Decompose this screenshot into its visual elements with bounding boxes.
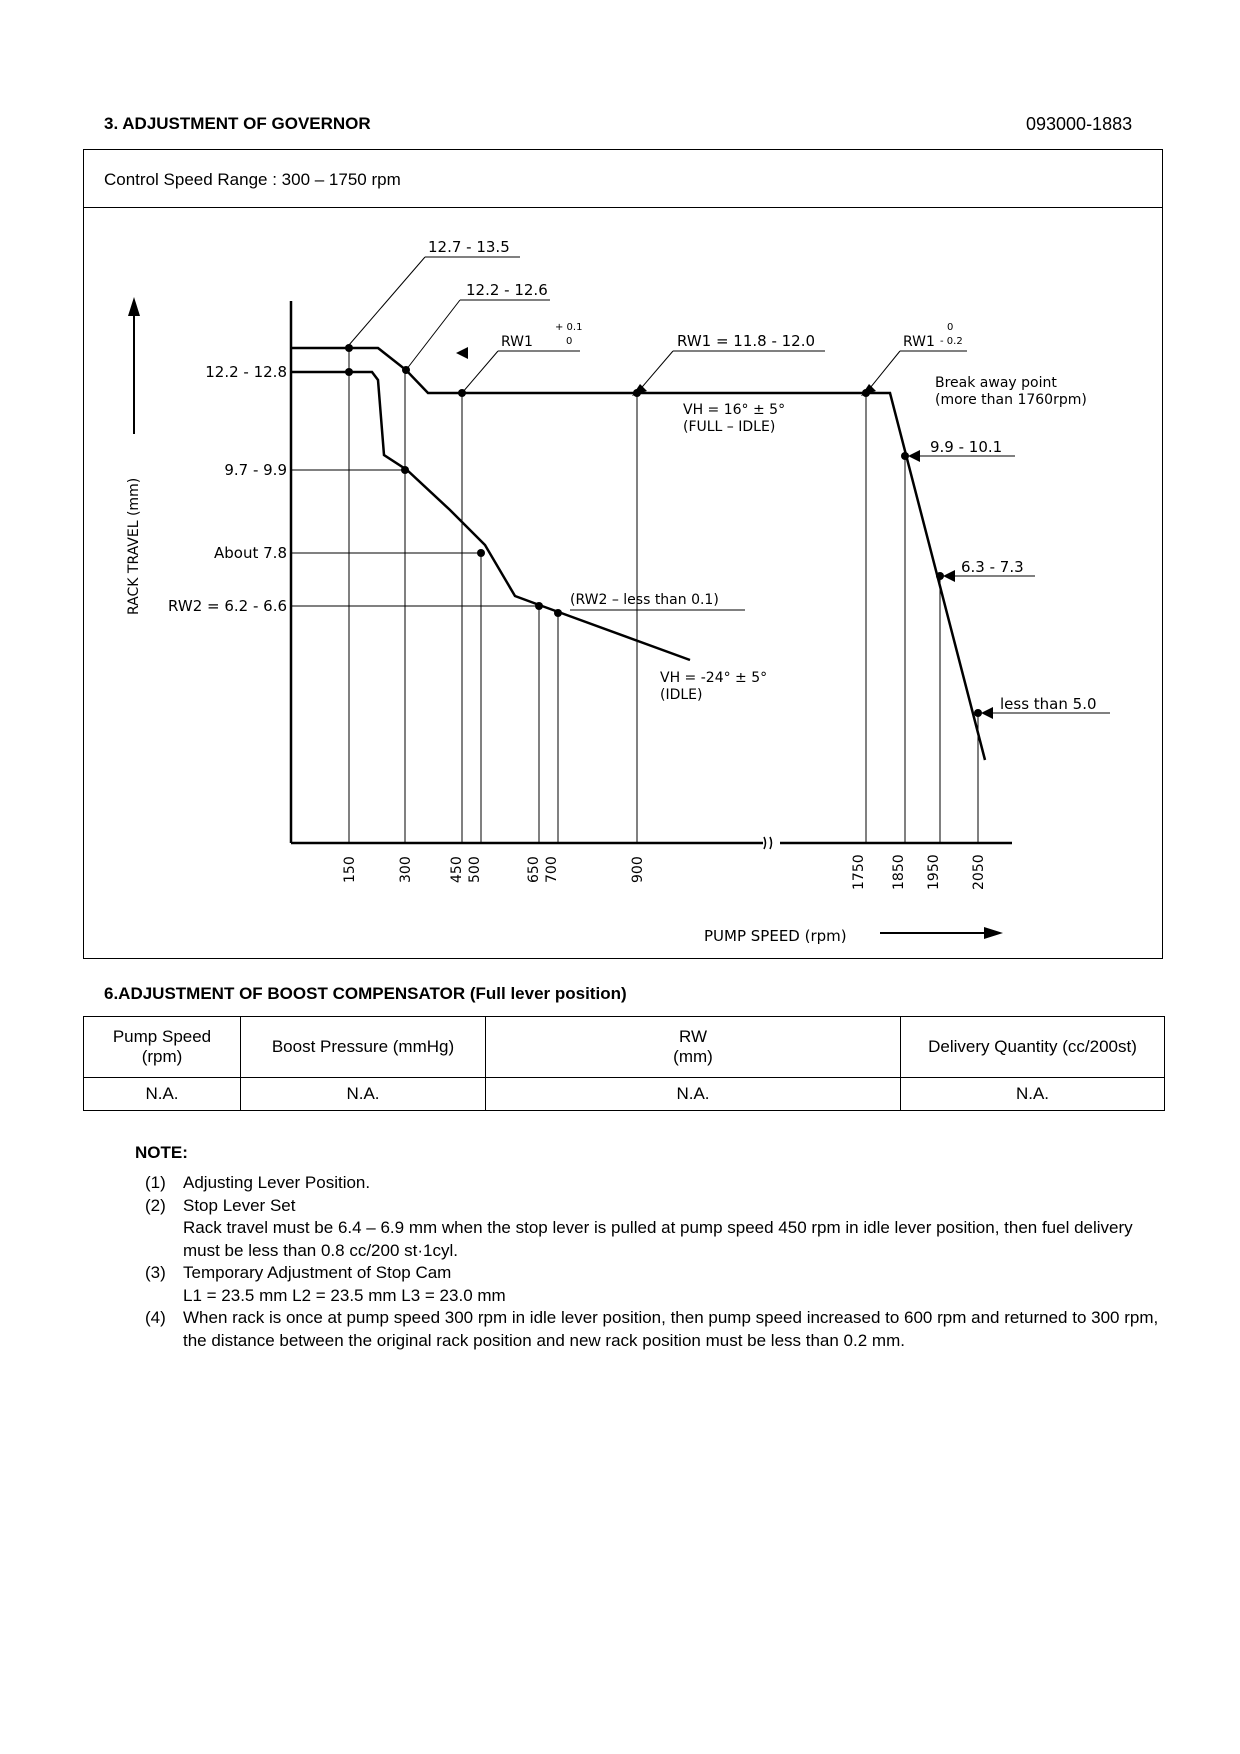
y-label-9-7: 9.7 - 9.9 [224, 461, 287, 479]
x-tick-700: 700 [544, 856, 560, 883]
axis-break [764, 837, 772, 849]
boost-title: 6.ADJUSTMENT OF BOOST COMPENSATOR (Full lever position) [104, 984, 627, 1003]
y-label-12-2: 12.2 - 12.8 [205, 363, 287, 381]
x-tick-650: 650 [526, 856, 542, 883]
governor-chart [83, 208, 1161, 956]
idle-curve [291, 372, 690, 660]
control-speed-range: Control Speed Range : 300 – 1750 rpm [104, 170, 401, 189]
callout-vh-full-1: VH = 16° ± 5° [683, 402, 786, 418]
cell-delivery-quantity: N.A. [901, 1078, 1165, 1111]
callout-rw1-c-tol-top: 0 [947, 322, 954, 333]
callout-breakaway-2: (more than 1760rpm) [935, 392, 1087, 408]
callout-vh-idle-1: VH = -24° ± 5° [660, 670, 768, 686]
y-arrow-head [128, 297, 140, 316]
note-item [145, 1262, 1170, 1307]
note-line: L1 = 23.5 mm L2 = 23.5 mm L3 = 23.0 mm [183, 1285, 506, 1305]
callout-12-2: 12.2 - 12.6 [466, 281, 548, 299]
note-line: Temporary Adjustment of Stop Cam [183, 1263, 452, 1282]
note-title: NOTE: [135, 1143, 188, 1162]
callout-cut-1: 9.9 - 10.1 [930, 438, 1003, 456]
callout-rw1-b: RW1 = 11.8 - 12.0 [677, 332, 816, 350]
part-number: 093000-1883 [1026, 114, 1133, 134]
x-tick-1750: 1750 [851, 854, 867, 890]
header-rw: RW (mm) [486, 1017, 901, 1078]
x-tick-2050: 2050 [971, 854, 987, 890]
callout-breakaway-1: Break away point [935, 375, 1057, 391]
note-line: When rack is once at pump speed 300 rpm in idle lever position, then pump speed increased to 600 rpm and returned to 300 rpm, the distance between the original rack position and new rack position must be less than 0.2 mm. [183, 1308, 1159, 1350]
callout-rw1-a-tol-top: + 0.1 [555, 322, 583, 333]
note-item [145, 1195, 1170, 1263]
x-tick-450: 450 [449, 856, 465, 883]
header-delivery-quantity: Delivery Quantity (cc/200st) [901, 1017, 1165, 1078]
callout-rw1-c-tol-bot: - 0.2 [940, 336, 963, 347]
y-axis-label: RACK TRAVEL (mm) [126, 477, 142, 615]
note-number: (1) [145, 1173, 166, 1192]
x-tick-1850: 1850 [891, 854, 907, 890]
note-number: (3) [145, 1263, 166, 1282]
callout-rw1-a-tol-bot: 0 [566, 336, 573, 347]
y-label-rw2: RW2 = 6.2 - 6.6 [168, 597, 287, 615]
cell-boost-pressure: N.A. [241, 1078, 486, 1111]
boost-table [83, 1016, 1165, 1111]
x-tick-300: 300 [398, 856, 414, 883]
callout-vh-idle-2: (IDLE) [660, 687, 703, 703]
x-arrow-head [984, 927, 1003, 939]
notes-list [145, 1172, 1170, 1352]
note-line: Adjusting Lever Position. [183, 1173, 371, 1192]
note-number: (4) [145, 1308, 166, 1327]
x-axis-label: PUMP SPEED (rpm) [704, 927, 847, 945]
table-header-row [84, 1017, 1165, 1078]
cell-rw: N.A. [486, 1078, 901, 1111]
full-load-curve [291, 348, 985, 760]
x-tick-500: 500 [467, 856, 483, 883]
note-item [145, 1172, 1170, 1195]
callout-cut-2: 6.3 - 7.3 [961, 558, 1024, 576]
callout-rw1-a: RW1 [501, 334, 533, 350]
callout-rw1-c: RW1 [903, 334, 935, 350]
callout-vh-full-2: (FULL – IDLE) [683, 419, 776, 435]
note-number: (2) [145, 1195, 166, 1215]
section-title: 3. ADJUSTMENT OF GOVERNOR [104, 114, 371, 133]
callout-rw2-note: (RW2 – less than 0.1) [570, 592, 719, 608]
note-line: Stop Lever Set [183, 1195, 296, 1215]
x-tick-150: 150 [342, 856, 358, 883]
callout-12-7: 12.7 - 13.5 [428, 238, 510, 256]
table-row [84, 1078, 1165, 1111]
x-tick-900: 900 [630, 856, 646, 883]
note-item [145, 1307, 1170, 1352]
note-line: Rack travel must be 6.4 – 6.9 mm when the stop lever is pulled at pump speed 450 rpm in idle lever position, then fuel delivery must be less than 0.8 cc/200 st·1cyl. [183, 1218, 1133, 1260]
header-boost-pressure: Boost Pressure (mmHg) [241, 1017, 486, 1078]
y-label-about-7-8: About 7.8 [214, 544, 287, 562]
x-tick-1950: 1950 [926, 854, 942, 890]
header-pump-speed: Pump Speed (rpm) [84, 1017, 241, 1078]
callout-cut-3: less than 5.0 [1000, 695, 1097, 713]
cell-pump-speed: N.A. [84, 1078, 241, 1111]
